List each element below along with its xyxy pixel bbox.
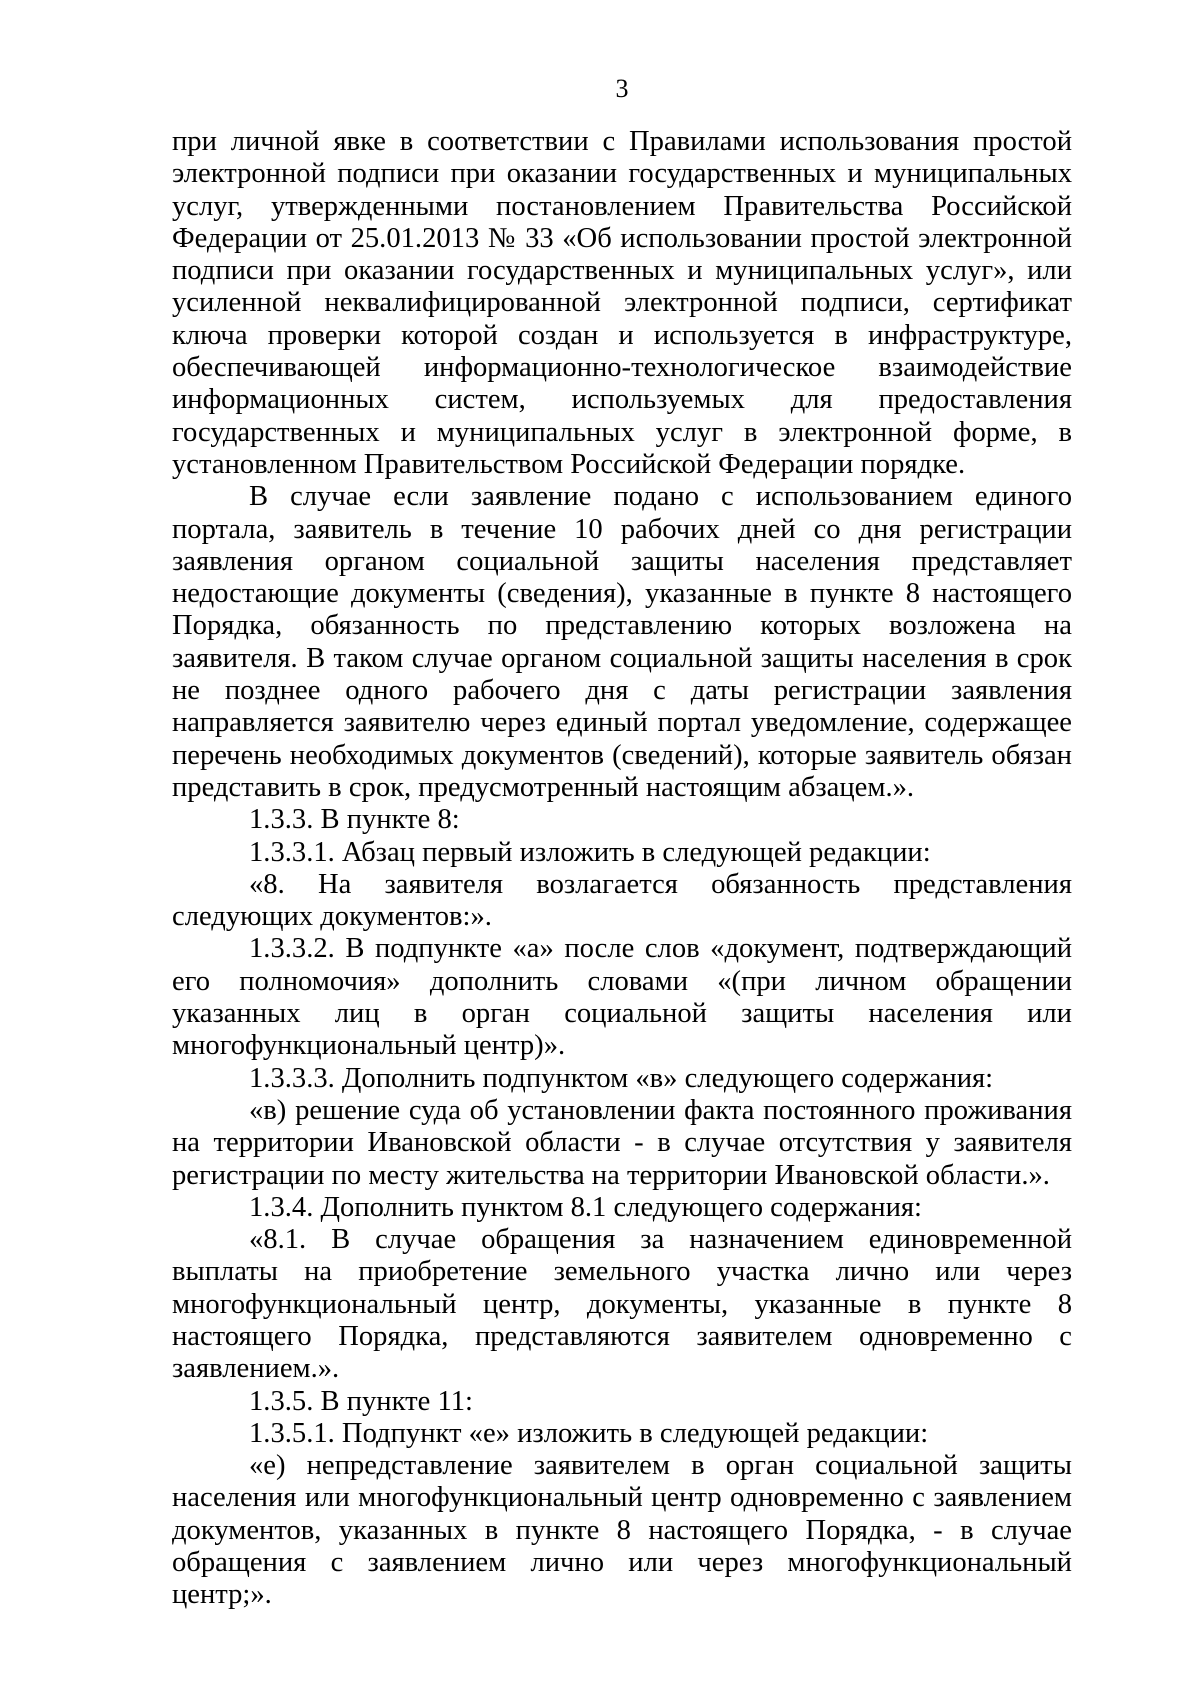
- paragraph-1-3-5: 1.3.5. В пункте 11:: [249, 1385, 473, 1417]
- paragraph-point-8-text: «8. На заявителя возлагается обязанность представления следующих документов:».: [172, 868, 1072, 933]
- document-body: [172, 126, 1072, 1612]
- paragraph-portal-application: В случае если заявление подано с использованием единого портала, заявитель в течение 10 рабочих дней со дня регистрации заявления органом социальной защиты населения представляет недостающие документы (сведения), указанные в пункте 8 настоящего Порядка, обязанность по представлению которых возложена на заявителя. В таком случае органом социальной защиты населения в срок не позднее одного рабочего дня с даты регистрации заявления направляется заявителю через единый портал уведомление, содержащее перечень необходимых документов (сведений), которые заявитель обязан представить в срок, предусмотренный настоящим абзацем.».: [172, 481, 1072, 803]
- paragraph-1-3-3-2: 1.3.3.2. В подпункте «а» после слов «документ, подтверждающий его полномочия» дополнить словами «(при личном обращении указанных лиц в орган социальной защиты населения или многофункциональный центр)».: [172, 933, 1072, 1062]
- paragraph-esign-continuation: при личной явке в соответствии с Правилами использования простой электронной подписи при оказании государственных и муниципальных услуг, утвержденными постановлением Правительства Российской Федерации от 25.01.2013 № 33 «Об использовании простой электронной подписи при оказании государственных и муниципальных услуг», или усиленной неквалифицированной электронной подписи, сертификат ключа проверки которой создан и используется в инфраструктуре, обеспечивающей информационно-технологическое взаимодействие информационных систем, используемых для предоставления государственных и муниципальных услуг в электронной форме, в установленном Правительством Российской Федерации порядке.: [172, 126, 1072, 480]
- paragraph-subpoint-e: «е) непредставление заявителем в орган социальной защиты населения или многофункциональный центр одновременно с заявлением документов, указанных в пункте 8 настоящего Порядка, - в случае обращения с заявлением лично или через многофункциональный центр;».: [172, 1450, 1072, 1611]
- paragraph-1-3-4: 1.3.4. Дополнить пунктом 8.1 следующего содержания:: [249, 1191, 922, 1223]
- paragraph-subpoint-v: «в) решение суда об установлении факта постоянного проживания на территории Ивановской области - в случае отсутствия у заявителя регистрации по месту жительства на территории Ивановской области.».: [172, 1094, 1072, 1191]
- paragraph-1-3-3-1: 1.3.3.1. Абзац первый изложить в следующей редакции:: [249, 836, 931, 868]
- paragraph-1-3-3-3: 1.3.3.3. Дополнить подпунктом «в» следующего содержания:: [249, 1062, 994, 1094]
- paragraph-1-3-5-1: 1.3.5.1. Подпункт «е» изложить в следующей редакции:: [249, 1417, 929, 1449]
- page-number: 3: [615, 74, 629, 103]
- paragraph-1-3-3: 1.3.3. В пункте 8:: [249, 804, 460, 836]
- paragraph-point-8-1: «8.1. В случае обращения за назначением единовременной выплаты на приобретение земельного участка лично или через многофункциональный центр, документы, указанные в пункте 8 настоящего Порядка, представляются заявителем одновременно с заявлением.».: [172, 1224, 1072, 1385]
